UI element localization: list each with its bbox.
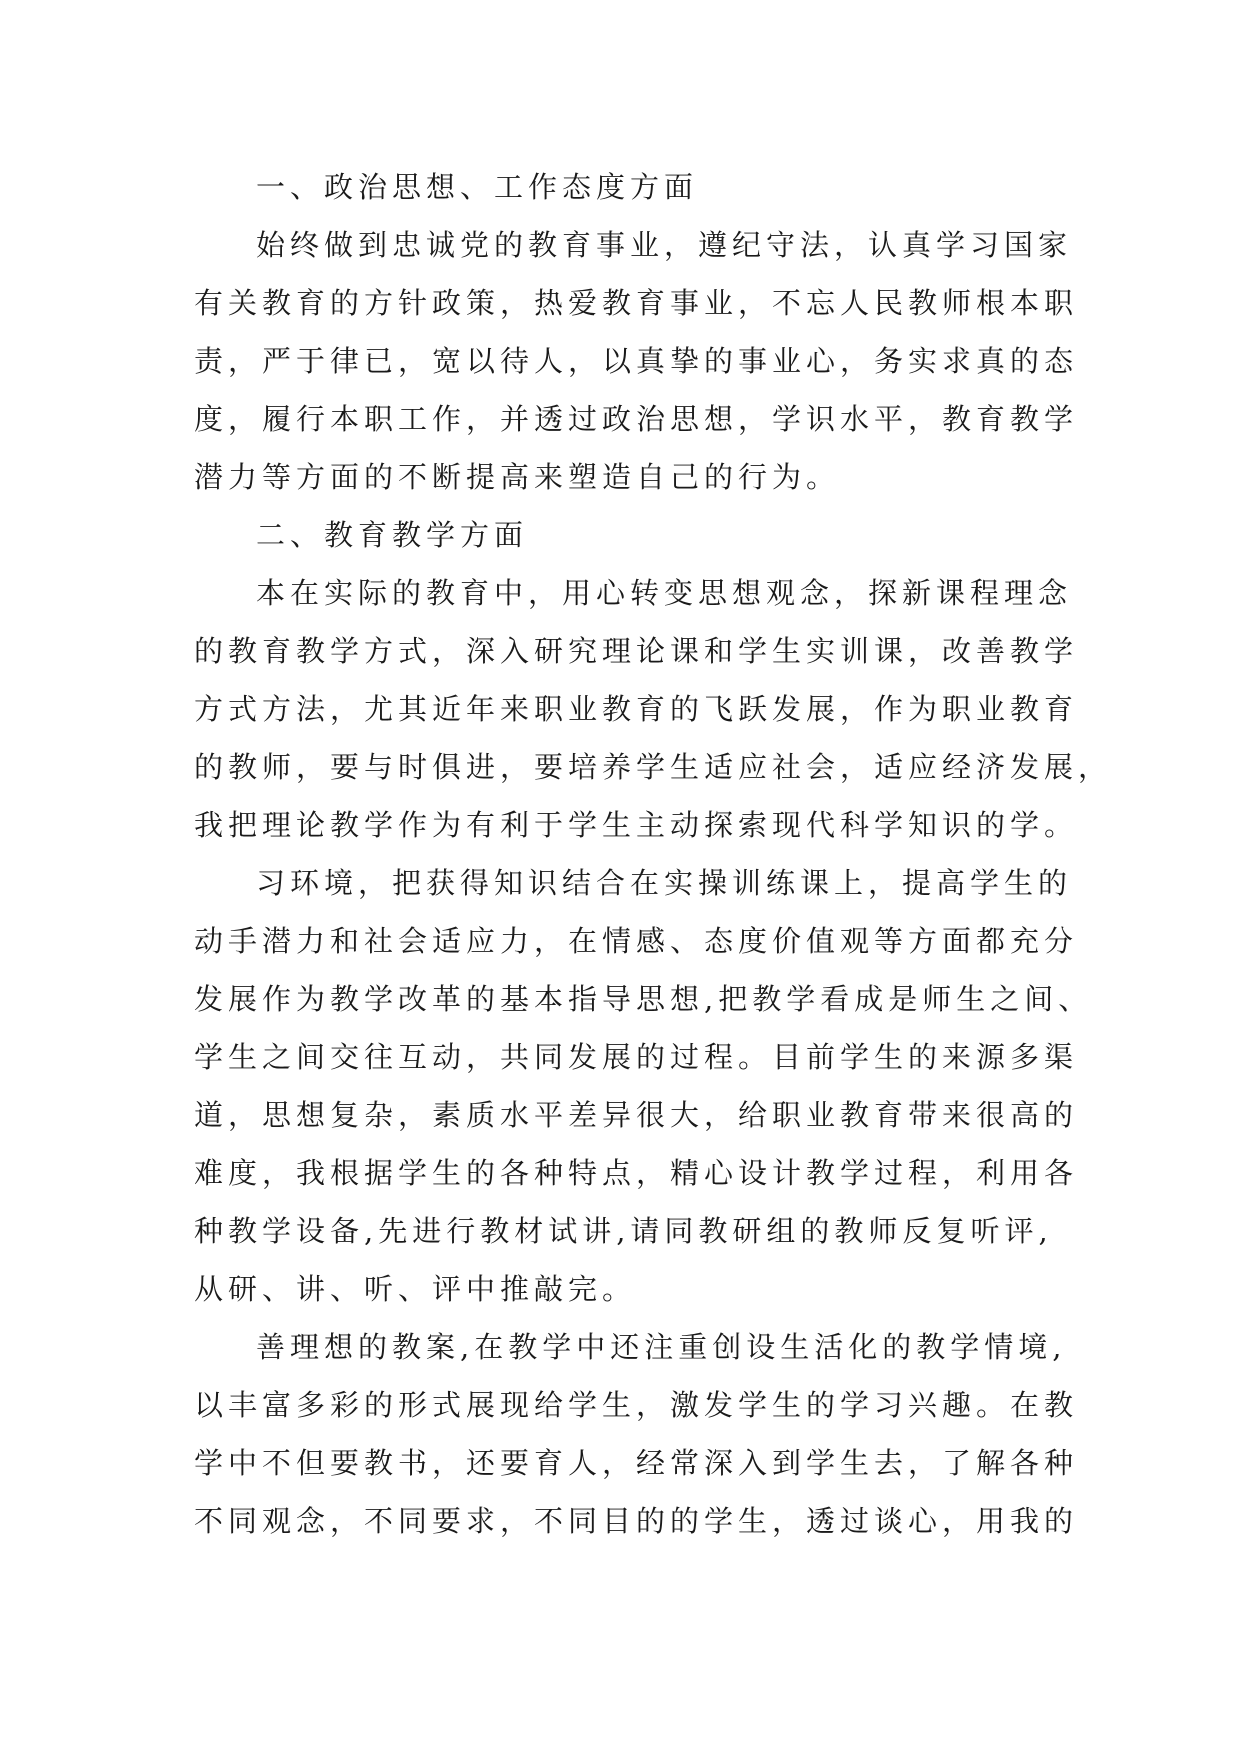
text-line: 一、政治思想、工作态度方面: [256, 170, 699, 204]
text-line: 的教师，要与时俱进，要培养学生适应社会，适应经济发展，: [194, 750, 1113, 784]
text-line: 潜力等方面的不断提高来塑造自己的行为。: [194, 460, 841, 494]
text-line: 学生之间交往互动，共同发展的过程。目前学生的来源多渠: [194, 1040, 1079, 1074]
text-line: 道，思想复杂，素质水平差异很大，给职业教育带来很高的: [194, 1098, 1079, 1132]
paragraph-lesson-plans: [194, 1318, 1079, 1550]
paragraph-political-attitude: [194, 216, 1079, 506]
document-body: [194, 158, 1113, 1550]
text-line: 以丰富多彩的形式展现给学生，激发学生的学习兴趣。在教: [194, 1388, 1079, 1422]
text-line: 方式方法，尤其近年来职业教育的飞跃发展，作为职业教育: [194, 692, 1079, 726]
text-line: 度，履行本职工作，并透过政治思想，学识水平，教育教学: [194, 402, 1079, 436]
paragraph-teaching-methods: [194, 564, 1113, 854]
text-line: 有关教育的方针政策，热爱教育事业，不忘人民教师根本职: [194, 286, 1079, 320]
text-line: 二、教育教学方面: [256, 518, 529, 552]
text-line: 责，严于律已，宽以待人，以真挚的事业心，务实求真的态: [194, 344, 1079, 378]
text-line: 习环境，把获得知识结合在实操训练课上，提高学生的: [256, 866, 1073, 900]
text-line: 难度，我根据学生的各种特点，精心设计教学过程，利用各: [194, 1156, 1079, 1190]
text-line: 我把理论教学作为有利于学生主动探索现代科学知识的学。: [194, 808, 1079, 842]
text-line: 发展作为教学改革的基本指导思想,把教学看成是师生之间、: [194, 982, 1093, 1016]
text-line: 善理想的教案,在教学中还注重创设生活化的教学情境,: [256, 1330, 1067, 1364]
paragraph-learning-environment: [194, 854, 1093, 1318]
section-heading-teaching: [194, 506, 1054, 564]
text-line: 的教育教学方式，深入研究理论课和学生实训课，改善教学: [194, 634, 1079, 668]
text-line: 始终做到忠诚党的教育事业，遵纪守法，认真学习国家: [256, 228, 1073, 262]
text-line: 不同观念，不同要求，不同目的的学生，透过谈心，用我的: [194, 1504, 1079, 1538]
section-heading-political: [194, 158, 1054, 216]
text-line: 本在实际的教育中，用心转变思想观念，探新课程理念: [256, 576, 1073, 610]
text-line: 学中不但要教书，还要育人，经常深入到学生去，了解各种: [194, 1446, 1079, 1480]
text-line: 动手潜力和社会适应力，在情感、态度价值观等方面都充分: [194, 924, 1079, 958]
text-line: 种教学设备,先进行教材试讲,请同教研组的教师反复听评,: [194, 1214, 1053, 1248]
text-line: 从研、讲、听、评中推敲完。: [194, 1272, 637, 1306]
